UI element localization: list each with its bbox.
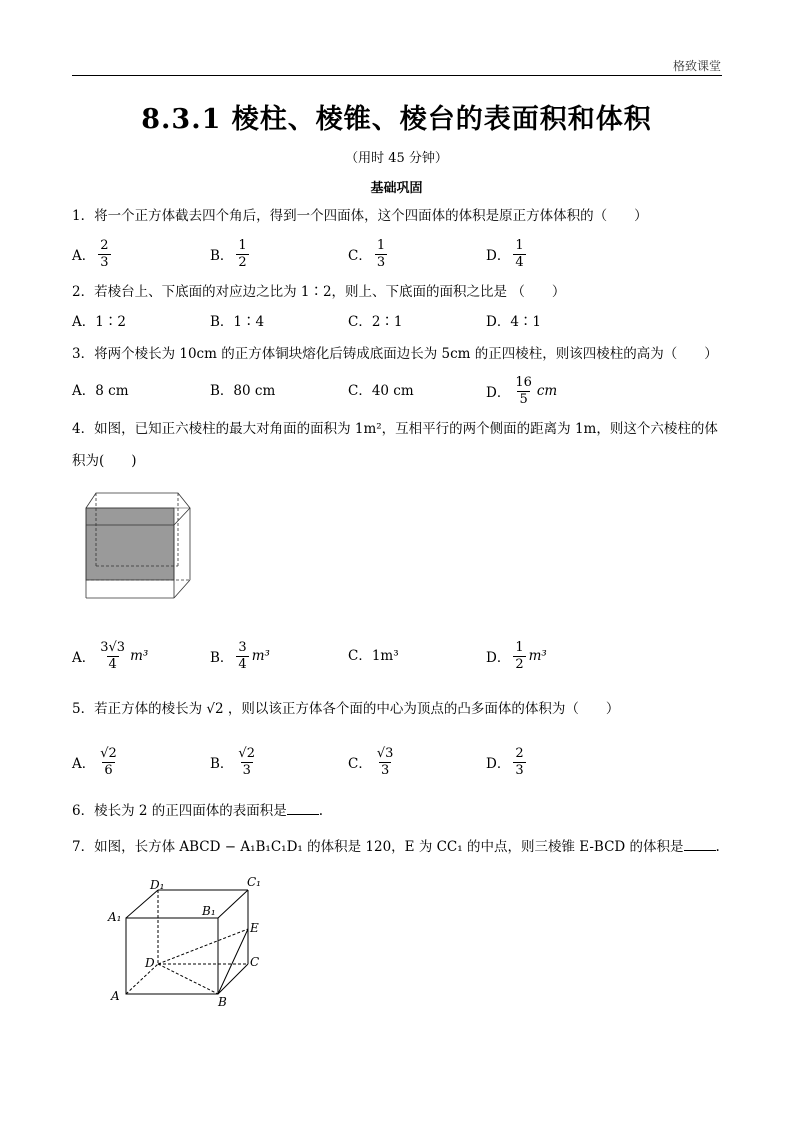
q5-option-b: B． $\frac{√2}{3}$ <box>210 745 255 778</box>
label-A: A <box>111 989 120 1003</box>
question-4-line2: 积为( ) <box>72 453 137 469</box>
q1-option-c: C． $\frac{1}{3}$ <box>348 237 386 270</box>
fraction: $\frac{1}{3}$ <box>376 237 386 270</box>
label-B: B <box>218 995 227 1009</box>
answer-blank <box>684 838 716 851</box>
fraction: $\frac{√2}{3}$ <box>238 745 255 778</box>
question-6: 6．棱长为 2 的正四面体的表面积是 . <box>72 803 324 819</box>
label-A1: A₁ <box>108 910 122 924</box>
time-note: （用时 45 分钟） <box>345 151 448 166</box>
q2-option-c: C．2∶1 <box>348 314 403 330</box>
page-title: 8.3.1 棱柱、棱锥、棱台的表面积和体积 <box>141 104 652 135</box>
label-C1: C₁ <box>247 875 261 889</box>
q3-option-c: C．40 cm <box>348 383 414 399</box>
question-4-line1: 4．如图，已知正六棱柱的最大对角面的面积为 1m²，互相平行的两个侧面的距离为 1m，则这个六棱柱的体 <box>72 421 718 437</box>
question-2: 2．若棱台上、下底面的对应边之比为 1∶2，则上、下底面的面积之比是 （ ） <box>72 284 566 300</box>
fraction: $\frac{1}{2}$ <box>515 639 524 672</box>
q5-option-a: A． $\frac{√2}{6}$ <box>72 745 117 778</box>
q3-option-d: D． $\frac{16}{5}$ cm <box>486 374 558 407</box>
label-C: C <box>250 955 260 969</box>
q1-option-b: B． $\frac{1}{2}$ <box>210 237 247 270</box>
header-brand: 格致课堂 <box>672 59 721 73</box>
label-E: E <box>250 921 259 935</box>
edge <box>218 890 248 918</box>
q2-option-d: D．4∶1 <box>486 314 542 330</box>
q3-option-b: B．80 cm <box>210 383 276 399</box>
q2-option-a: A．1∶2 <box>72 314 126 330</box>
edge <box>218 964 248 994</box>
fraction: $\frac{2}{3}$ <box>515 745 524 778</box>
q1-option-d: D． $\frac{1}{4}$ <box>486 237 524 270</box>
edge <box>126 890 158 918</box>
label-D: D <box>145 956 155 970</box>
q3-option-a: A．8 cm <box>72 383 129 399</box>
q1-option-a: A． $\frac{2}{3}$ <box>72 237 109 270</box>
fraction: $\frac{1}{2}$ <box>238 237 247 270</box>
q4-option-d: D． $\frac{1}{2}$ m³ <box>486 639 547 672</box>
segment-DB <box>158 964 218 994</box>
question-5: 5．若正方体的棱长为 √2 ，则以该正方体各个面的中心为顶点的凸多面体的体积为（ ） <box>72 701 620 717</box>
fraction: $\frac{√3}{3}$ <box>376 745 394 778</box>
q4-option-c: C．1m³ <box>348 648 399 664</box>
label-D1: D₁ <box>150 878 165 892</box>
question-3: 3．将两个棱长为 10cm 的正方体铜块熔化后铸成底面边长为 5cm 的正四棱柱，则该四棱柱的高为（ ） <box>72 346 718 362</box>
q5-option-c: C． $\frac{√3}{3}$ <box>348 745 394 778</box>
question-1: 1．将一个正方体截去四个角后，得到一个四面体，这个四面体的体积是原正方体体积的（ ） <box>72 208 648 224</box>
header-rule <box>72 75 722 76</box>
q2-option-b: B．1∶4 <box>210 314 265 330</box>
section-heading: 基础巩固 <box>370 181 423 196</box>
cuboid-figure <box>100 872 280 1012</box>
question-7: 7．如图，长方体 ABCD − A₁B₁C₁D₁ 的体积是 120，E 为 CC₁ 的中点，则三棱锥 E-BCD 的体积是 . <box>72 839 720 855</box>
hexagonal-prism-figure <box>78 488 198 608</box>
fraction: $\frac{3√3}{4}$ <box>100 639 126 672</box>
diagonal-section-shaded <box>86 508 174 580</box>
q5-option-d: D． $\frac{2}{3}$ <box>486 745 524 778</box>
front-face <box>126 918 218 994</box>
edge <box>174 580 190 598</box>
fraction: $\frac{1}{4}$ <box>515 237 524 270</box>
fraction: $\frac{3}{4}$ <box>238 639 247 672</box>
fraction: $\frac{2}{3}$ <box>100 237 109 270</box>
segment-BE <box>218 929 248 994</box>
fraction: $\frac{16}{5}$ <box>515 374 532 407</box>
q4-option-b: B． $\frac{3}{4}$ m³ <box>210 639 270 672</box>
label-B1: B₁ <box>202 904 216 918</box>
answer-blank <box>287 802 319 815</box>
fraction: $\frac{√2}{6}$ <box>100 745 117 778</box>
q4-option-a: A． $\frac{3√3}{4}$ m³ <box>72 639 149 672</box>
